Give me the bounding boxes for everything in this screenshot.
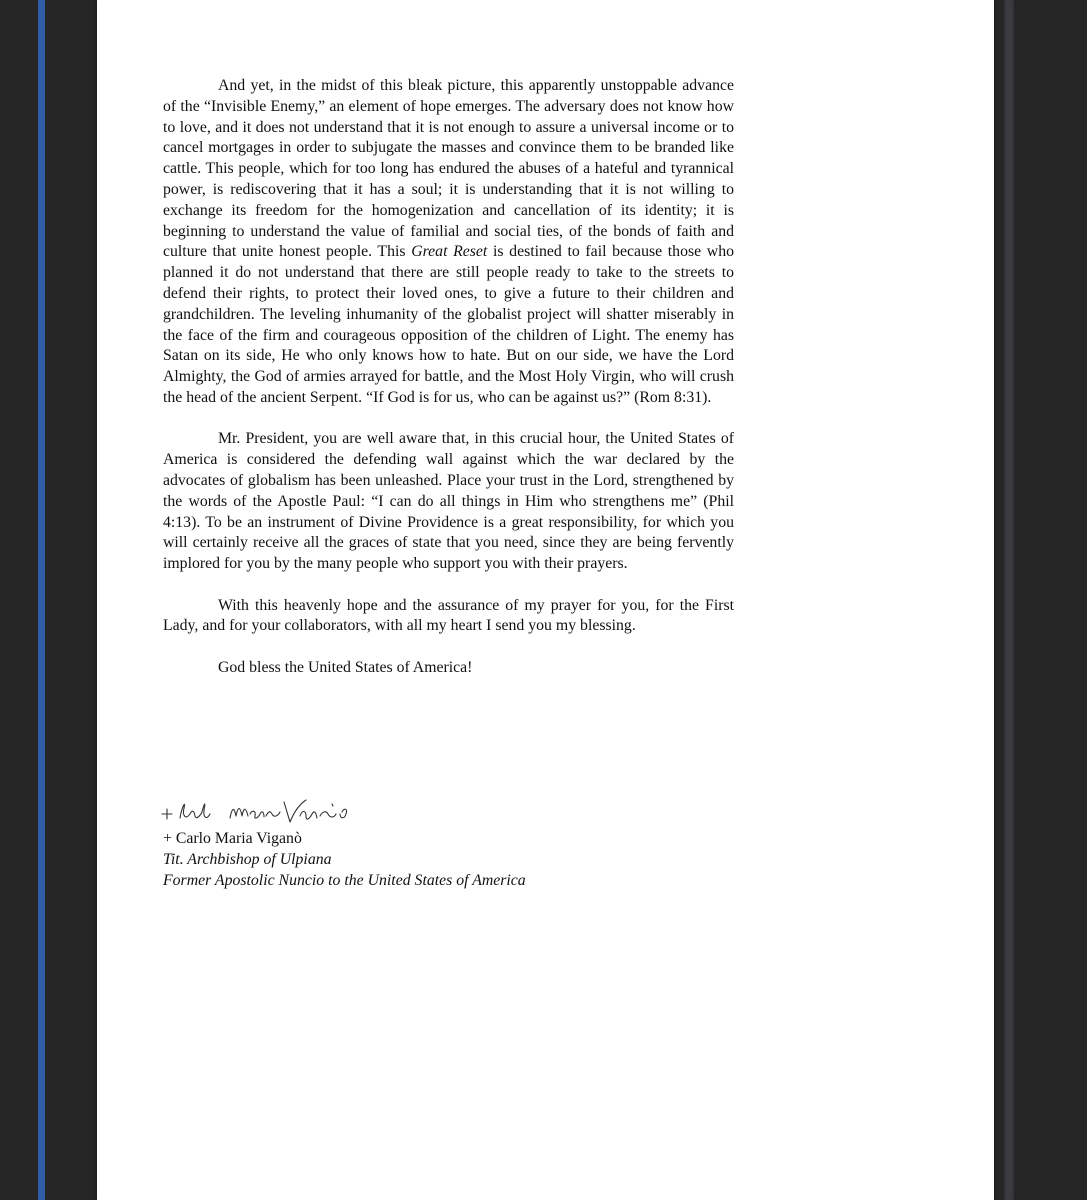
italic-phrase: Great Reset (411, 243, 488, 261)
paragraph-blessing: With this heavenly hope and the assurance of my prayer for you, for the First Lady, and for your collaborators, with all my heart I send you my blessing. (163, 596, 734, 635)
left-accent-bar (38, 0, 45, 1200)
handwritten-signature (160, 792, 380, 828)
signatory-title: Tit. Archbishop of Ulpiana (163, 851, 332, 868)
signatory-block (163, 828, 763, 891)
paragraph-president: Mr. President, you are well aware that, in this crucial hour, the United States of America is considered the defending wall against which the war declared by the advocates of globalism has been unleashed. Place your trust in the Lord, strengthened by the words of the Apostle Paul: “I can do all things in Him who strengthens me” (Phil 4:13). To be an instrument of Divine Providence is a great responsibility, for which you will certainly receive all the graces of state that you need, since they are being fervently implored for you by the many people who support you with their prayers. (163, 430, 734, 573)
signatory-former-title: Former Apostolic Nuncio to the United States of America (163, 872, 526, 889)
paragraph-text: And yet, in the midst of this bleak picture, this apparently unstoppable advance of the “Invisible Enemy,” an element of hope emerges. The adversary does not know how to love, and it does not understand that it is not enough to assure a universal income or to cancel mortgages in order to subjugate the masses and convince them to be branded like cattle. This people, which for too long has endured the abuses of a hateful and tyrannical power, is rediscovering that it has a soul; it is understanding that it is not willing to exchange its freedom for the homogenization and cancellation of its identity; it is beginning to understand the value of familial and social ties, of the bonds of faith and culture that unite honest people. This (163, 77, 734, 261)
closing-line: God bless the United States of America! (218, 658, 473, 676)
signatory-name: + Carlo Maria Viganò (163, 830, 302, 847)
letter-body (163, 76, 734, 717)
paragraph-hope (163, 76, 734, 409)
vertical-scrollbar-thumb[interactable] (1006, 0, 1012, 1200)
paragraph-text: is destined to fail because those who planned it do not understand that there are still people ready to take to the streets to defend their rights, to protect their loved ones, to give a future to their children and grandchildren. The leveling inhumanity of the globalist project will shatter miserably in the face of the firm and courageous opposition of the children of Light. The enemy has Satan on its side, He who only knows how to hate. But on our side, we have the Lord Almighty, the God of armies arrayed for battle, and the Most Holy Virgin, who will crush the head of the ancient Serpent. “If God is for us, who can be against us?” (Rom 8:31). (163, 243, 734, 406)
